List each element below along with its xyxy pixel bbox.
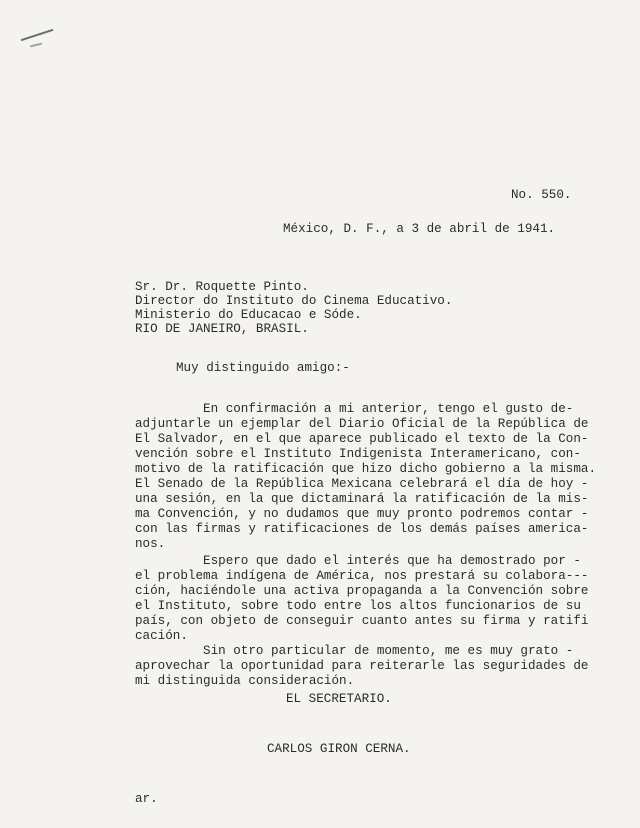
salutation: Muy distinguido amigo:- (176, 361, 350, 375)
paragraph-line: el problema indígena de América, nos prestará su colabora--- (135, 569, 589, 583)
letter-date: México, D. F., a 3 de abril de 1941. (283, 222, 556, 236)
paragraph-line: país, con objeto de conseguir cuanto antes su firma y ratifi (135, 614, 589, 628)
paragraph-line: adjuntarle un ejemplar del Diario Oficial de la República de (135, 417, 589, 431)
paragraph-line: una sesión, en la que dictaminará la ratificación de la mis- (135, 492, 589, 506)
pencil-mark (30, 43, 42, 47)
paragraph-line: ción, haciéndole una activa propaganda a la Convención sobre (135, 584, 589, 598)
paragraph-line: El Salvador, en el que aparece publicado el texto de la Con- (135, 432, 589, 446)
closing-title: EL SECRETARIO. (286, 692, 392, 706)
pencil-mark (21, 29, 54, 41)
paragraph-line: aprovechar la oportunidad para reiterarle las seguridades de (135, 659, 589, 673)
recipient-line: Director do Instituto do Cinema Educativo. (135, 294, 453, 308)
paragraph-line: ma Convención, y no dudamos que muy pronto podremos contar - (135, 507, 589, 521)
recipient-line: Sr. Dr. Roquette Pinto. (135, 280, 309, 294)
recipient-line: RIO DE JANEIRO, BRASIL. (135, 322, 309, 336)
paragraph-line: el Instituto, sobre todo entre los altos funcionarios de su (135, 599, 581, 613)
paragraph-line: vención sobre el Instituto Indigenista Interamericano, con- (135, 447, 581, 461)
paragraph-line: El Senado de la República Mexicana celebrará el día de hoy - (135, 477, 589, 491)
paragraph-line: Espero que dado el interés que ha demostrado por - (135, 554, 581, 568)
signer-name: CARLOS GIRON CERNA. (267, 742, 411, 756)
typist-initials: ar. (135, 792, 158, 806)
paragraph-line: En confirmación a mi anterior, tengo el gusto de- (135, 402, 574, 416)
paragraph-line: cación. (135, 629, 188, 643)
paragraph-line: mi distinguida consideración. (135, 674, 355, 688)
paragraph-line: con las firmas y ratificaciones de los demás países america- (135, 522, 589, 536)
recipient-line: Ministerio do Educacao e Sóde. (135, 308, 362, 322)
paragraph-line: Sin otro particular de momento, me es muy grato - (135, 644, 574, 658)
letter-number: No. 550. (511, 188, 572, 202)
paragraph-line: motivo de la ratificación que hizo dicho gobierno a la misma. (135, 462, 597, 476)
paragraph-line: nos. (135, 537, 166, 551)
